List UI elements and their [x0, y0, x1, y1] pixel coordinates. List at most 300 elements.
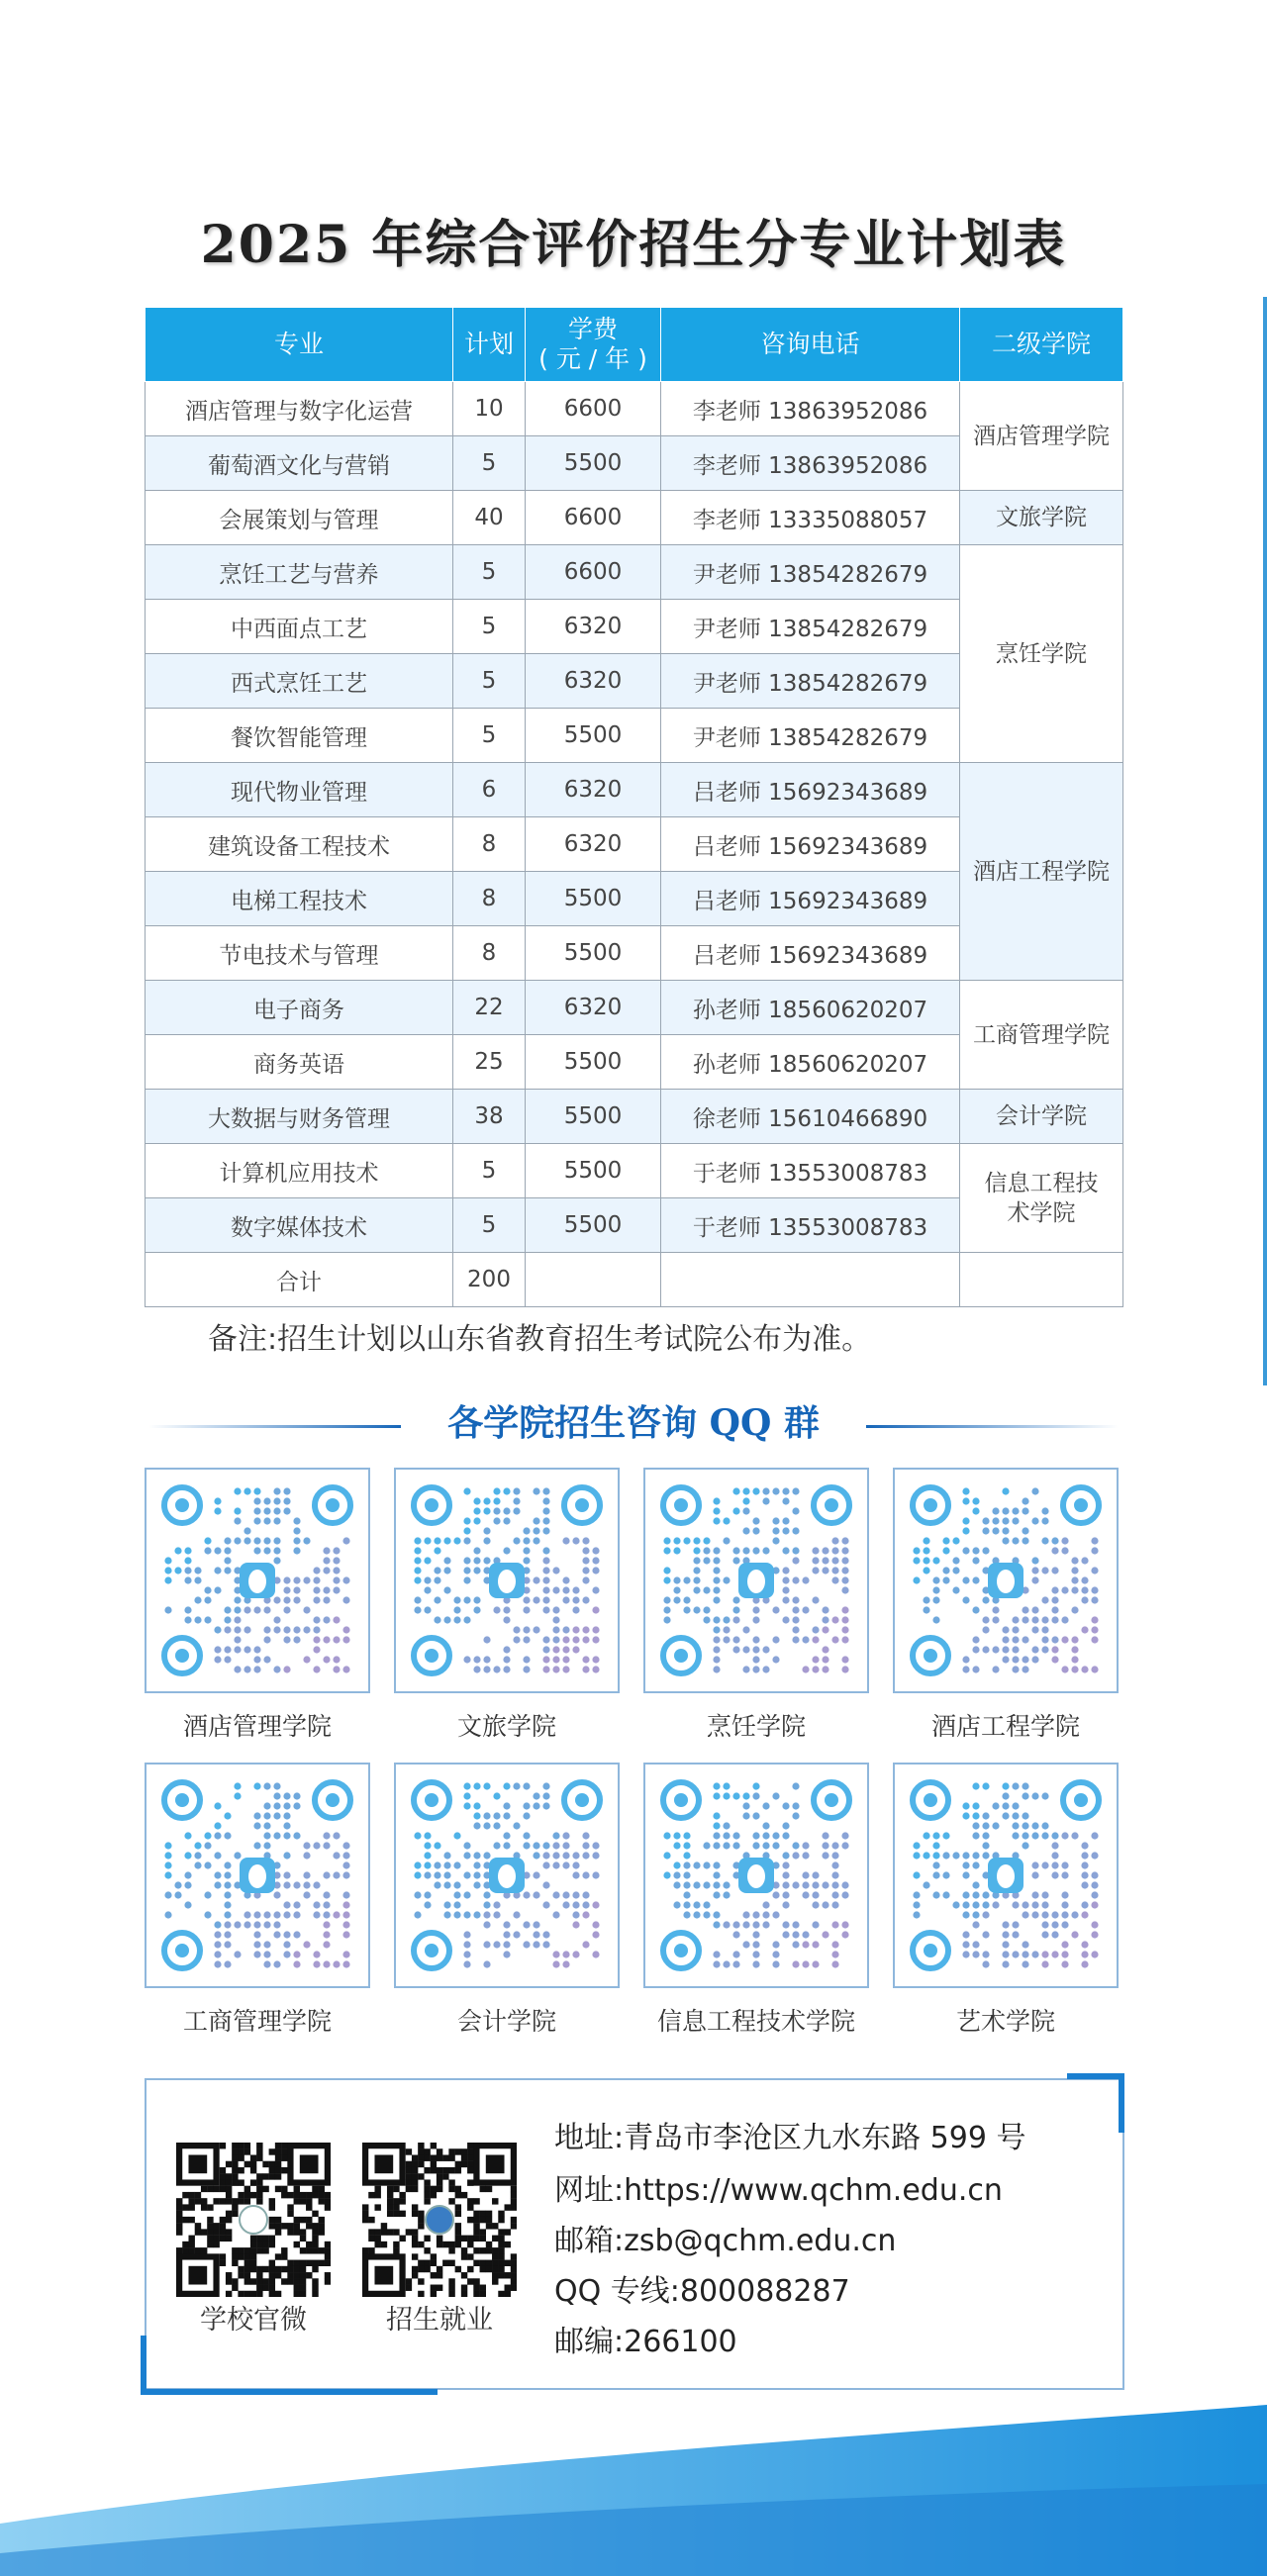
- qr-dot: [313, 1636, 320, 1643]
- qr-module: [431, 2285, 437, 2291]
- qr-module: [232, 2285, 238, 2291]
- cell-plan: 25: [453, 1035, 526, 1090]
- qr-module: [300, 2285, 306, 2291]
- qr-dot: [224, 1832, 231, 1839]
- qr-dot: [283, 1822, 290, 1829]
- qr-dot: [582, 1626, 589, 1633]
- qr-module: [511, 2253, 517, 2259]
- qr-dot: [562, 1666, 569, 1672]
- qr-module: [300, 2291, 306, 2297]
- cell-major: 电梯工程技术: [146, 872, 453, 926]
- qr-dot: [713, 1960, 720, 1967]
- qr-dot: [542, 1646, 549, 1653]
- cell-phone: 尹老师 13854282679: [661, 709, 960, 763]
- qr-module: [256, 2186, 262, 2192]
- qr-dot: [1041, 1507, 1048, 1514]
- qr-dot: [913, 1842, 920, 1849]
- qr-dot: [234, 1537, 241, 1544]
- qr-module: [188, 2198, 194, 2204]
- qr-dot: [972, 1557, 979, 1564]
- cell-plan: 5: [453, 545, 526, 600]
- qr-dot: [703, 1537, 710, 1544]
- qr-dot: [164, 1842, 171, 1849]
- qr-module: [511, 2198, 517, 2204]
- qr-dot: [683, 1891, 690, 1898]
- qr-dot: [1002, 1487, 1009, 1494]
- qr-dot: [592, 1921, 599, 1928]
- qr-dot: [831, 1901, 838, 1908]
- qr-module: [287, 2266, 293, 2272]
- admission-qr-code[interactable]: [362, 2143, 517, 2301]
- qr-module: [226, 2186, 232, 2192]
- qr-module: [281, 2192, 287, 2198]
- qr-dot: [263, 1636, 270, 1643]
- qr-dot: [1031, 1891, 1038, 1898]
- qr-dot: [752, 1951, 759, 1957]
- qr-module: [269, 2204, 275, 2210]
- wechat-qr-code[interactable]: [176, 2143, 331, 2301]
- qq-qr-code: [160, 1778, 354, 1972]
- qr-dot: [562, 1586, 569, 1593]
- qr-dot: [822, 1616, 828, 1623]
- qr-module: [492, 2253, 498, 2259]
- qr-dot: [1061, 1960, 1068, 1967]
- qr-dot: [923, 1547, 929, 1554]
- qr-dot: [831, 1941, 838, 1948]
- qr-dot: [693, 1881, 700, 1888]
- qq-group-qr-card[interactable]: [394, 1763, 620, 1988]
- qr-module: [306, 2192, 312, 2198]
- qr-dot: [1051, 1567, 1058, 1574]
- qr-dot: [1041, 1861, 1048, 1868]
- bottom-wave-decoration: [0, 2405, 1267, 2576]
- qr-dot: [572, 1537, 579, 1544]
- header-phone: 咨询电话: [661, 308, 960, 382]
- qr-module: [176, 2229, 182, 2235]
- qq-group-qr-card[interactable]: [643, 1763, 869, 1988]
- qr-dot: [1031, 1911, 1038, 1918]
- qr-dot: [313, 1666, 320, 1672]
- qr-dot: [703, 1901, 710, 1908]
- qr-dot: [293, 1960, 300, 1967]
- qr-finder-dot: [1074, 1793, 1088, 1807]
- qr-module: [412, 2253, 418, 2259]
- qq-penguin-icon: [747, 1864, 765, 1888]
- qr-module: [226, 2198, 232, 2204]
- qr-dot: [1002, 1812, 1009, 1819]
- empty-cell: [661, 1253, 960, 1307]
- qr-dot: [263, 1842, 270, 1849]
- qr-dot: [1081, 1557, 1088, 1564]
- contact-website[interactable]: 网址:https://www.qchm.edu.cn: [554, 2173, 1003, 2208]
- qr-module: [368, 2229, 374, 2235]
- qr-dot: [802, 1960, 809, 1967]
- qr-dot: [742, 1626, 749, 1633]
- qr-dot: [962, 1852, 969, 1859]
- qr-dot: [831, 1871, 838, 1878]
- qr-module: [220, 2229, 226, 2235]
- qr-module: [220, 2253, 226, 2259]
- table-total-row: [146, 1253, 1123, 1307]
- qr-dot: [493, 1792, 500, 1799]
- table-note: 备注:招生计划以山东省教育招生考试院公布为准。: [208, 1322, 872, 1357]
- qq-group-qr-card[interactable]: [394, 1468, 620, 1693]
- qr-dot: [303, 1537, 310, 1544]
- qq-group-qr-card[interactable]: [145, 1763, 370, 1988]
- qr-module: [306, 2204, 312, 2210]
- qr-module: [275, 2186, 281, 2192]
- qr-dot: [503, 1802, 510, 1809]
- qr-dot: [942, 1567, 949, 1574]
- qr-dot: [523, 1596, 530, 1603]
- qr-module: [505, 2242, 511, 2247]
- qr-dot: [841, 1656, 848, 1663]
- qr-dot: [683, 1861, 690, 1868]
- qr-dot: [542, 1567, 549, 1574]
- qr-module: [262, 2247, 268, 2253]
- qr-module: [431, 2161, 437, 2167]
- qr-dot: [782, 1901, 789, 1908]
- qr-dot: [244, 1487, 250, 1494]
- qr-module: [387, 2229, 393, 2235]
- qr-dot: [1002, 1921, 1009, 1928]
- qr-dot: [214, 1951, 221, 1957]
- cell-phone: 吕老师 15692343689: [661, 817, 960, 872]
- qr-dot: [1061, 1901, 1068, 1908]
- qr-module: [480, 2229, 486, 2235]
- qr-dot: [1031, 1517, 1038, 1524]
- qr-module: [492, 2198, 498, 2204]
- qr-module: [461, 2291, 467, 2297]
- qr-dot: [762, 1666, 769, 1672]
- qr-dot: [962, 1891, 969, 1898]
- qr-dot: [273, 1517, 280, 1524]
- qr-finder-dot: [175, 1498, 189, 1512]
- qr-module: [188, 2192, 194, 2198]
- qr-dot: [1031, 1616, 1038, 1623]
- qr-module: [418, 2211, 424, 2217]
- qr-module: [312, 2278, 318, 2284]
- qr-dot: [572, 1646, 579, 1653]
- qr-module: [244, 2272, 250, 2278]
- qr-module: [387, 2198, 393, 2204]
- cell-fee: 5500: [526, 1144, 661, 1198]
- qr-dot: [972, 1951, 979, 1957]
- qq-group-qr-card[interactable]: [643, 1468, 869, 1693]
- qr-dot: [342, 1960, 349, 1967]
- qr-dot: [972, 1812, 979, 1819]
- qr-dot: [932, 1576, 939, 1583]
- qr-dot: [592, 1951, 599, 1957]
- qr-module: [312, 2260, 318, 2266]
- qr-dot: [313, 1951, 320, 1957]
- qr-module: [455, 2148, 461, 2154]
- qr-dot: [562, 1861, 569, 1868]
- qr-dot: [1071, 1567, 1078, 1574]
- qr-module: [498, 2260, 504, 2266]
- qr-dot: [473, 1852, 480, 1859]
- qr-module: [269, 2161, 275, 2167]
- qr-dot: [972, 1576, 979, 1583]
- qr-dot: [1012, 1782, 1019, 1789]
- qr-finder-dot: [1074, 1498, 1088, 1512]
- header-fee-line2: ( 元 / 年 ): [538, 344, 647, 373]
- qr-dot: [723, 1782, 730, 1789]
- contact-email[interactable]: 邮箱:zsb@qchm.edu.cn: [554, 2224, 897, 2258]
- qr-dot: [283, 1636, 290, 1643]
- qr-dot: [1012, 1626, 1019, 1633]
- qr-dot: [463, 1951, 470, 1957]
- qr-dot: [713, 1567, 720, 1574]
- qr-dot: [542, 1507, 549, 1514]
- qr-dot: [1022, 1901, 1028, 1908]
- qr-dot: [214, 1852, 221, 1859]
- qr-dot: [1051, 1921, 1058, 1928]
- qr-dot: [453, 1616, 460, 1623]
- qr-module: [275, 2173, 281, 2179]
- qq-group-label: 会计学院: [456, 2007, 556, 2036]
- qr-dot: [263, 1517, 270, 1524]
- qr-module: [306, 2247, 312, 2253]
- qq-qr-code: [410, 1778, 604, 1972]
- qr-dot: [552, 1852, 559, 1859]
- qr-dot: [293, 1636, 300, 1643]
- qr-dot: [523, 1782, 530, 1789]
- qr-dot: [752, 1517, 759, 1524]
- qr-module: [244, 2247, 250, 2253]
- qr-dot: [333, 1852, 340, 1859]
- qr-module: [256, 2285, 262, 2291]
- qr-dot: [533, 1842, 539, 1849]
- qr-module: [448, 2148, 454, 2154]
- qr-dot: [473, 1656, 480, 1663]
- qr-module: [269, 2198, 275, 2204]
- qr-module: [220, 2223, 226, 2229]
- qr-dot: [732, 1507, 739, 1514]
- qr-dot: [273, 1547, 280, 1554]
- qr-module: [226, 2291, 232, 2297]
- qr-module: [195, 2192, 201, 2198]
- qr-dot: [214, 1960, 221, 1967]
- qr-dot: [273, 1960, 280, 1967]
- qr-module: [448, 2285, 454, 2291]
- qr-dot: [663, 1547, 670, 1554]
- qr-dot: [742, 1792, 749, 1799]
- qr-module: [319, 2217, 325, 2223]
- qr-module: [312, 2291, 318, 2297]
- qr-module: [312, 2236, 318, 2242]
- qr-module: [511, 2278, 517, 2284]
- qr-dot: [713, 1656, 720, 1663]
- qr-dot: [802, 1636, 809, 1643]
- qr-dot: [513, 1487, 520, 1494]
- qr-dot: [283, 1901, 290, 1908]
- qr-dot: [293, 1911, 300, 1918]
- qr-dot: [1081, 1576, 1088, 1583]
- qr-dot: [572, 1911, 579, 1918]
- qr-dot: [542, 1852, 549, 1859]
- qr-dot: [1051, 1852, 1058, 1859]
- qq-group-qr-card[interactable]: [893, 1468, 1119, 1693]
- qr-dot: [424, 1852, 431, 1859]
- qr-dot: [582, 1567, 589, 1574]
- qr-dot: [992, 1646, 999, 1653]
- qr-dot: [663, 1606, 670, 1613]
- cell-plan: 40: [453, 491, 526, 545]
- qr-module: [412, 2186, 418, 2192]
- qr-module: [455, 2167, 461, 2173]
- qr-dot: [831, 1881, 838, 1888]
- qr-dot: [663, 1537, 670, 1544]
- qr-dot: [663, 1616, 670, 1623]
- qr-dot: [513, 1497, 520, 1504]
- qr-module: [467, 2278, 473, 2284]
- qr-module: [461, 2253, 467, 2259]
- qr-dot: [1091, 1901, 1098, 1908]
- qr-module: [250, 2278, 256, 2284]
- qr-dot: [572, 1871, 579, 1878]
- qr-module: [325, 2192, 331, 2198]
- qr-dot: [434, 1596, 440, 1603]
- qr-dot: [424, 1842, 431, 1849]
- qr-module: [480, 2236, 486, 2242]
- qr-dot: [762, 1802, 769, 1809]
- qr-dot: [214, 1586, 221, 1593]
- qr-module: [467, 2217, 473, 2223]
- wechat-qr-label: 学校官微: [200, 2305, 307, 2336]
- qr-module: [213, 2198, 219, 2204]
- cell-major: 葡萄酒文化与营销: [146, 436, 453, 491]
- qr-dot: [253, 1842, 260, 1849]
- qr-dot: [483, 1852, 490, 1859]
- qr-module: [393, 2204, 399, 2210]
- qr-module: [424, 2186, 430, 2192]
- qr-dot: [693, 1537, 700, 1544]
- qr-dot: [822, 1852, 828, 1859]
- qr-dot: [772, 1537, 779, 1544]
- qr-module: [319, 2198, 325, 2204]
- cell-plan: 8: [453, 926, 526, 981]
- qr-dot: [1041, 1646, 1048, 1653]
- qr-dot: [493, 1901, 500, 1908]
- qr-module: [250, 2260, 256, 2266]
- qq-group-qr-card[interactable]: [893, 1763, 1119, 1988]
- qr-dot: [1051, 1586, 1058, 1593]
- qr-dot: [473, 1517, 480, 1524]
- qr-dot: [503, 1782, 510, 1789]
- qr-dot: [283, 1951, 290, 1957]
- qr-dot: [313, 1586, 320, 1593]
- qr-dot: [592, 1656, 599, 1663]
- qr-dot: [253, 1782, 260, 1789]
- qr-dot: [772, 1842, 779, 1849]
- qr-dot: [473, 1881, 480, 1888]
- qr-module: [176, 2211, 182, 2217]
- qr-dot: [992, 1822, 999, 1829]
- qr-dot: [1061, 1537, 1068, 1544]
- qr-dot: [533, 1871, 539, 1878]
- qq-group-qr-card[interactable]: [145, 1468, 370, 1693]
- qr-dot: [443, 1567, 450, 1574]
- qr-dot: [503, 1547, 510, 1554]
- qr-module: [437, 2154, 442, 2160]
- qr-module: [226, 2192, 232, 2198]
- qr-module: [424, 2198, 430, 2204]
- qr-dot: [592, 1547, 599, 1554]
- qr-dot: [831, 1951, 838, 1957]
- qr-dot: [1031, 1861, 1038, 1868]
- qr-dot: [982, 1852, 989, 1859]
- qr-dot: [224, 1911, 231, 1918]
- qr-dot: [224, 1861, 231, 1868]
- qr-module: [498, 2272, 504, 2278]
- qr-dot: [713, 1507, 720, 1514]
- qr-dot: [493, 1911, 500, 1918]
- qr-dot: [443, 1616, 450, 1623]
- qr-dot: [782, 1586, 789, 1593]
- qr-module: [486, 2242, 492, 2247]
- qr-dot: [552, 1586, 559, 1593]
- qr-dot: [562, 1646, 569, 1653]
- qr-module: [312, 2229, 318, 2235]
- qr-dot: [982, 1822, 989, 1829]
- qr-dot: [913, 1911, 920, 1918]
- qr-dot: [1091, 1636, 1098, 1643]
- qr-dot: [493, 1507, 500, 1514]
- qr-dot: [1041, 1931, 1048, 1938]
- qr-module: [250, 2291, 256, 2297]
- qr-dot: [533, 1891, 539, 1898]
- cell-plan: 5: [453, 1198, 526, 1253]
- qr-dot: [742, 1547, 749, 1554]
- qr-module: [250, 2154, 256, 2160]
- qr-finder-dot: [924, 1498, 937, 1512]
- qr-dot: [542, 1666, 549, 1672]
- qr-dot: [1022, 1666, 1028, 1672]
- qr-dot: [772, 1792, 779, 1799]
- qr-module: [281, 2143, 287, 2148]
- qr-dot: [224, 1812, 231, 1819]
- qr-dot: [523, 1557, 530, 1564]
- qq-group-label: 工商管理学院: [182, 2007, 332, 2036]
- qr-dot: [204, 1596, 211, 1603]
- qr-dot: [1012, 1812, 1019, 1819]
- qr-dot: [453, 1537, 460, 1544]
- qr-module: [201, 2204, 207, 2210]
- qr-dot: [483, 1822, 490, 1829]
- qr-dot: [562, 1636, 569, 1643]
- qr-dot: [1081, 1626, 1088, 1633]
- qr-module: [281, 2186, 287, 2192]
- qr-dot: [414, 1557, 421, 1564]
- qr-dot: [552, 1646, 559, 1653]
- table-row: [146, 1090, 1123, 1144]
- qr-dot: [913, 1891, 920, 1898]
- qr-dot: [214, 1656, 221, 1663]
- qr-dot: [424, 1537, 431, 1544]
- table-row: [146, 1144, 1123, 1198]
- qr-dot: [244, 1911, 250, 1918]
- cell-fee: 6320: [526, 981, 661, 1035]
- qr-dot: [414, 1861, 421, 1868]
- qr-dot: [972, 1497, 979, 1504]
- qr-dot: [342, 1842, 349, 1849]
- qr-dot: [822, 1547, 828, 1554]
- qr-dot: [592, 1586, 599, 1593]
- qr-dot: [802, 1606, 809, 1613]
- qr-dot: [503, 1487, 510, 1494]
- qr-dot: [313, 1881, 320, 1888]
